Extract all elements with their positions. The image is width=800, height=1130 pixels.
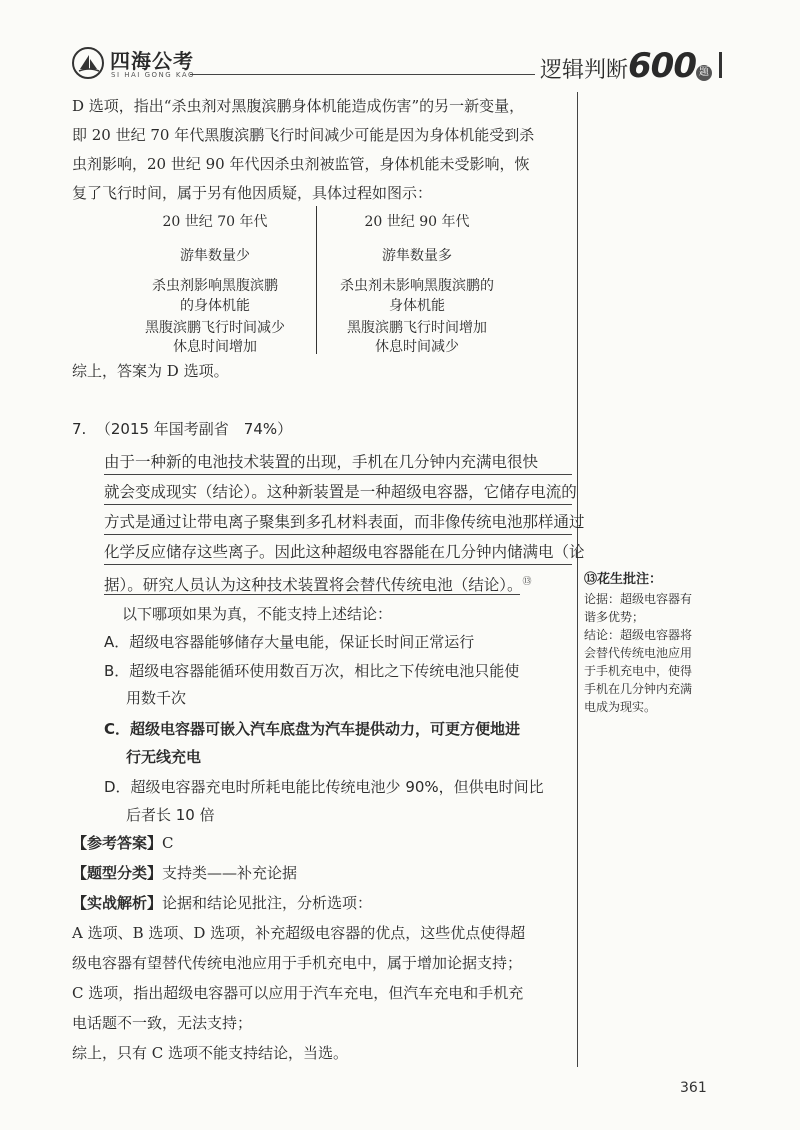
answer-analysis-line: 综上，只有 C 选项不能支持结论，当选。 — [72, 1044, 349, 1062]
question-type-label: 【题型分类】 — [72, 864, 163, 882]
question-source: （2015 年国考副省 74%） — [95, 420, 293, 438]
question-stem-line: 方式是通过让带电离子聚集到多孔材料表面，而非像传统电池那样通过 — [104, 513, 585, 531]
question-stem-line: 就会变成现实（结论）。这种新装置是一种超级电容器，它储存电流的 — [104, 483, 577, 501]
question-header — [72, 418, 292, 440]
question-stem-line: 化学反应储存这些离子。因此这种超级电容器能在几分钟内储满电（论 — [104, 543, 585, 561]
diagram-right-row2b: 身体机能 — [389, 298, 445, 314]
question-number: 7. — [72, 420, 87, 438]
question-stem-text: 据）。研究人员认为这种技术装置将会替代传统电池（结论）。 — [104, 576, 523, 595]
diagram-left-row2b: 的身体机能 — [180, 298, 250, 314]
reference-answer — [72, 832, 174, 854]
analysis-conclusion: 综上，答案为 D 选项。 — [72, 362, 229, 380]
side-note-title: ⑬花生批注： — [584, 572, 663, 587]
option-a: A．超级电容器能够储存大量电能，保证长时间正常运行 — [104, 633, 475, 651]
stem-underline — [104, 534, 572, 535]
answer-analysis-line: 级电容器有望替代传统电池应用于手机充电中，属于增加论据支持； — [72, 954, 523, 972]
option-d-line2: 后者长 10 倍 — [126, 806, 215, 824]
header-rule — [190, 74, 535, 75]
analysis-line: 即 20 世纪 70 年代黑腹滨鹏飞行时间减少可能是因为身体机能受到杀 — [72, 126, 535, 144]
brand-logo-icon — [72, 47, 104, 79]
diagram-right-row3a: 黑腹滨鹏飞行时间增加 — [347, 320, 487, 336]
analysis-line: D 选项，指出“杀虫剂对黑腹滨鹏身体机能造成伤害”的另一新变量， — [72, 97, 525, 115]
diagram-left-row2a: 杀虫剂影响黑腹滨鹏 — [152, 278, 278, 294]
diagram-right-row2a: 杀虫剂未影响黑腹滨鹏的 — [340, 278, 494, 294]
option-c-line2: 行无线充电 — [126, 748, 202, 766]
answer-analysis-line: C 选项，指出超级电容器可以应用于汽车充电，但汽车充电和手机充 — [72, 984, 524, 1002]
side-note-line: 谐多优势； — [584, 610, 645, 624]
diagram-right-row3b: 休息时间减少 — [375, 339, 459, 355]
diagram-left-row3a: 黑腹滨鹏飞行时间减少 — [145, 320, 285, 336]
side-note-line: 会替代传统电池应用 — [584, 646, 693, 660]
analysis-heading — [72, 892, 372, 914]
diagram-left-heading: 20 世纪 70 年代 — [162, 214, 268, 230]
side-note-line: 于手机充电中，使得 — [584, 664, 693, 678]
side-note-line: 手机在几分钟内充满 — [584, 682, 693, 696]
margin-divider — [577, 92, 578, 1067]
analysis-line: 虫剂影响，20 世纪 90 年代因杀虫剂被监管，身体机能未受影响，恢 — [72, 155, 530, 173]
page-number: 361 — [680, 1080, 707, 1096]
side-note-line: 结论：超级电容器将 — [584, 628, 693, 642]
book-suffix: 题 — [696, 65, 712, 81]
stem-underline — [104, 474, 572, 475]
side-note-line: 电成为现实。 — [584, 700, 657, 714]
question-prompt: 以下哪项如果为真，不能支持上述结论： — [122, 605, 393, 623]
answer-analysis-line: 电话题不一致，无法支持； — [72, 1014, 253, 1032]
book-title-text: 逻辑判断 — [540, 58, 629, 83]
analysis-intro: 论据和结论见批注，分析选项： — [162, 894, 373, 912]
option-c-line1: C．超级电容器可嵌入汽车底盘为汽车提供动力，可更方便地进 — [104, 720, 521, 738]
stem-underline — [104, 594, 520, 595]
stem-underline — [104, 504, 572, 505]
diagram-left-row3b: 休息时间增加 — [173, 339, 257, 355]
question-stem-line: 由于一种新的电池技术装置的出现，手机在几分钟内充满电很快 — [104, 453, 539, 471]
option-b-line1: B．超级电容器能循环使用数百万次，相比之下传统电池只能使 — [104, 662, 520, 680]
header-bar — [719, 52, 722, 78]
book-title — [540, 46, 712, 86]
stem-underline — [104, 564, 572, 565]
book-number: 600 — [628, 46, 696, 86]
analysis-line: 复了飞行时间，属于另有他因质疑，具体过程如图示： — [72, 184, 433, 202]
side-note-line: 论据：超级电容器有 — [584, 592, 693, 606]
reference-answer-value: C — [162, 834, 174, 852]
note-reference-mark: ⑬ — [522, 577, 532, 587]
question-type-value: 支持类——补充论据 — [162, 864, 298, 882]
reference-answer-label: 【参考答案】 — [72, 834, 163, 852]
analysis-label: 【实战解析】 — [72, 894, 163, 912]
diagram-left-row1: 游隼数量少 — [180, 248, 250, 264]
brand-name: 四海公考 — [110, 49, 194, 73]
brand-subtitle: SI HAI GONG KAO — [111, 71, 196, 79]
answer-analysis-line: A 选项、B 选项、D 选项，补充超级电容器的优点，这些优点使得超 — [72, 924, 526, 942]
option-d-line1: D．超级电容器充电时所耗电能比传统电池少 90%，但供电时间比 — [104, 778, 544, 796]
question-type — [72, 862, 297, 884]
option-b-line2: 用数千次 — [126, 689, 187, 707]
diagram-right-row1: 游隼数量多 — [382, 248, 452, 264]
diagram-right-heading: 20 世纪 90 年代 — [364, 214, 470, 230]
diagram-divider — [316, 206, 317, 354]
